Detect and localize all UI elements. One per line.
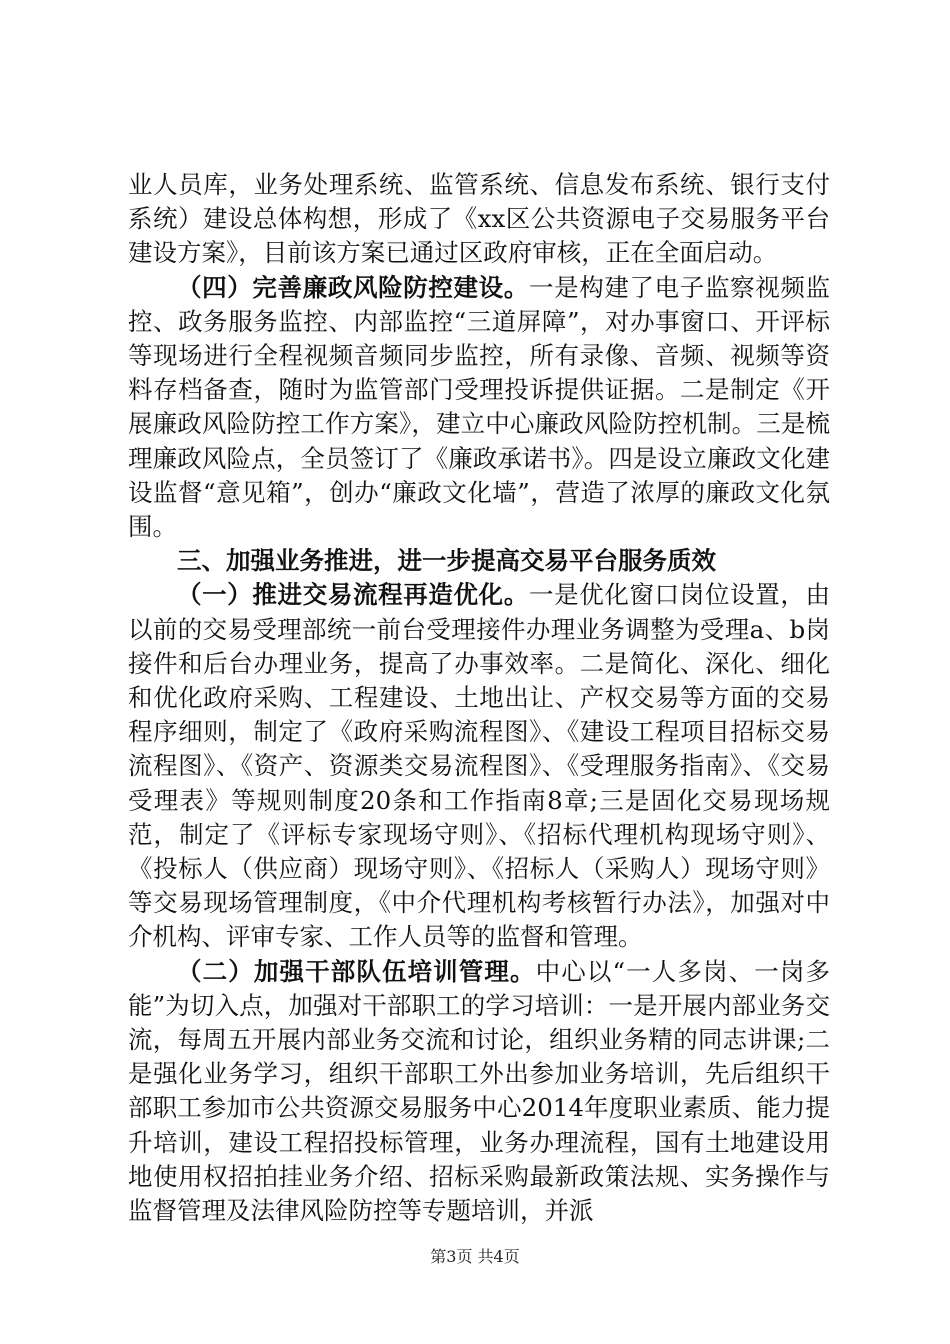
- section-heading-2: （二）加强干部队伍培训管理。: [177, 956, 536, 986]
- paragraph-text: 一是优化窗口岗位设置，由以前的交易受理部统一前台受理接件办理业务调整为受理a、b岗接件和后台办理业务，提高了办事效率。二是简化、深化、细化和优化政府采购、工程建设、土地出让、产权交易等方面的交易程序细则，制定了《政府采购流程图》、《建设工程项目招标交易流程图》、《资产、资源类交易流程图》、《受理服务指南》、《交易受理表》等规则制度20条和工作指南8章;三是固化交易现场规范，制定了《评标专家现场守则》、《招标代理机构现场守则》、《投标人（供应商）现场守则》、《招标人（采购人）现场守则》等交易现场管理制度，《中介代理机构考核暂行办法》，加强对中介机构、评审专家、工作人员等的监督和管理。: [128, 580, 831, 952]
- chapter-heading-3: [128, 544, 830, 578]
- paragraph-3: [128, 578, 830, 954]
- paragraph-text: 中心以“一人多岗、一岗多能”为切入点，加强对干部职工的学习培训：一是开展内部业务交流，每周五开展内部业务交流和讨论，组织业务精的同志讲课;二是强化业务学习，组织干部职工外出参加业务培训，先后组织干部职工参加市公共资源交易服务中心2014年度职业素质、能力提升培训，建设工程招投标管理，业务办理流程，国有土地建设用地使用权招拍挂业务介绍、招标采购最新政策法规、实务操作与监督管理及法律风险防控等专题培训，并派: [128, 956, 831, 1226]
- document-body: [128, 168, 830, 1228]
- section-heading-1: （一）推进交易流程再造优化。: [177, 580, 529, 610]
- paragraph-text: 业人员库，业务处理系统、监管系统、信息发布系统、银行支付系统）建设总体构想，形成了《xx区公共资源电子交易服务平台建设方案》，目前该方案已通过区政府审核，正在全面启动。: [128, 170, 830, 268]
- paragraph-4: [128, 955, 830, 1229]
- paragraph-text: 一是构建了电子监察视频监控、政务服务监控、内部监控“三道屏障”，对办事窗口、开评标等现场进行全程视频音频同步监控，所有录像、音频、视频等资料存档备查，随时为监管部门受理投诉提供证据。二是制定《开展廉政风险防控工作方案》，建立中心廉政风险防控机制。三是梳理廉政风险点，全员签订了《廉政承诺书》。四是设立廉政文化建设监督“意见箱”，创办“廉政文化墙”，营造了浓厚的廉政文化氛围。: [128, 272, 831, 542]
- chapter-heading-text: 三、加强业务推进，进一步提高交易平台服务质效: [177, 546, 716, 576]
- paragraph-2: [128, 271, 830, 545]
- page-footer: 第3页 共4页: [430, 1247, 520, 1266]
- paragraph-1: [128, 168, 830, 271]
- section-heading-4: （四）完善廉政风险防控建设。: [177, 272, 529, 302]
